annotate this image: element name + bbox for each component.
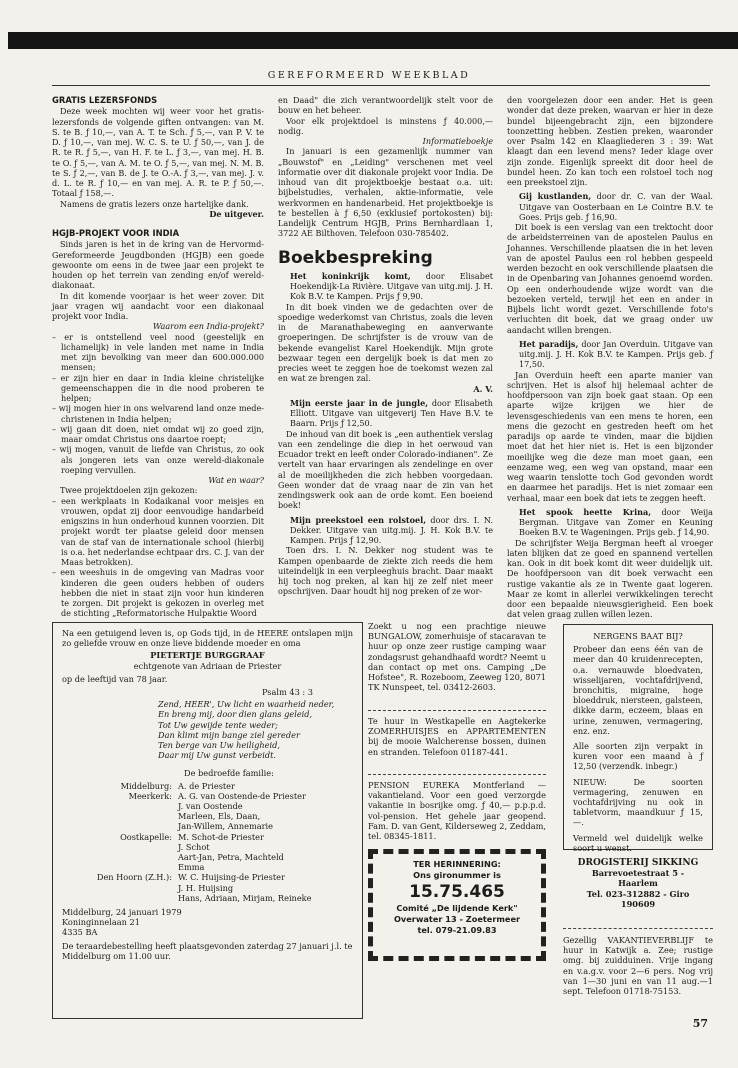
book-entry	[507, 191, 713, 222]
family-place: Den Hoorn (Z.H.):	[96, 872, 172, 883]
family-names: J. van Oostende	[178, 801, 243, 812]
top-black-bar	[8, 32, 738, 49]
spouse-line: echtgenote van Adriaan de Priester	[133, 660, 282, 671]
paragraph: Voor elk projektdoel is minstens ƒ 40.000,— nodig.	[278, 115, 493, 136]
book-entry	[507, 339, 713, 370]
list-item: – een weeshuis in de omgeving van Madras voor kinderen die geen ouders hebben of ouders hebben die niet in staat zijn voor hun kinderen te zorgen. Dit projekt is gekozen in overleg met de stichting „Reformatorische Hulpaktie Woord	[52, 567, 264, 619]
shop-phone: Tel. 023-312882 - Giro 190609	[586, 888, 690, 909]
heading-lezersfonds: GRATIS LEZERSFONDS	[52, 95, 158, 105]
paragraph: Twee projektdoelen zijn gekozen:	[60, 485, 198, 496]
sikking-ad	[563, 624, 713, 909]
family-names: Aart-Jan, Petra, Machteld	[178, 852, 284, 863]
list-item: – een werkplaats in Kodaikanal voor meisjes en vrouwen, opdat zij door eenvoudige handarbeid enigszins in hun onderhoud kunnen voorzien. Dit projekt wordt ter plaatse geleid door mensen van de staf van de internationale school (hierbij is o.a. het nederlandse echtpaar drs. C. J. van der Maas betrokken).	[52, 495, 264, 567]
reminder-phone: tel. 079-21.09.83	[417, 925, 497, 935]
address-line: Middelburg, 24 januari 1979	[62, 907, 182, 918]
book-info: door dr. C. van der Waal. Uitgave van Oosterbaan en Le Cointre B.V. te Goes. Prijs geb. ƒ 16,90.	[519, 191, 713, 222]
divider	[368, 710, 546, 711]
list-item: – er is ontstellend veel nood (geestelijk en lichamelijk) in vele landen met name in India met zijn bevolking van meer dan 600.000.000 mensen;	[52, 331, 264, 373]
subheading: Wat en waar?	[208, 475, 264, 485]
family-list	[62, 781, 353, 903]
book-entry	[278, 271, 493, 302]
subheading: Waarom een India-projekt?	[152, 321, 264, 332]
reminder-title: TER HERINNERING:	[413, 859, 501, 869]
book-entry	[278, 515, 493, 546]
list-item: – er zijn hier en daar in India kleine christelijke gemeenschappen die in die nood proberen te helpen;	[52, 372, 264, 403]
family-names: J. H. Huijsing	[178, 882, 234, 893]
book-title: Het koninkrijk komt,	[290, 270, 411, 281]
ad-paragraph: Probeer dan eens één van de meer dan 40 kruidenrecepten, o.a. vernauwde bloedvaten, wisselijaren, vochtafdrijvend, bronchitis, migraine, hoge bloeddruk, niersteen, galsteen, dikke darm, eczeem, blaas en urine, zenuwen, vermagering, enz. enz.	[573, 644, 703, 736]
review-text: Dit boek is een verslag van een trektocht door de arbeidsterreinen van de apostelen Paulus en Johannes. Verschillende plaatsen die in het leven van de apostel Paulus een rol hebben gespeeld werden bezocht en ook verschillende plaatsen die in de Openbaring van Johannes genoemd worden. Op een onderhoudende wijze wordt van die bezoeken verteld, terwijl het een en ander in Bijbels licht wordt gezet. Verschillende foto's verluchten dit boek, dat we graag onder uw aandacht willen brengen.	[507, 222, 713, 335]
notice-intro: Na een getuigend leven is, op Gods tijd, in de HEERE ontslapen mijn zo geliefde vrouw en onze lieve biddende moeder en oma	[62, 628, 353, 649]
paragraph: en Daad" die zich verantwoordelijk stelt voor de bouw en het beheer.	[278, 95, 493, 116]
heading-hgjb: HGJB-PROJEKT VOOR INDIA	[52, 228, 180, 238]
verse-line: En breng mij, door dien glans geleid,	[158, 709, 313, 720]
book-info: door Weija Bergman. Uitgave van Zomer en Keuning Boeken B.V. te Wageningen. Prijs geb. ƒ 14,90.	[519, 506, 713, 538]
family-names: Hans, Adriaan, Mirjam, Reineke	[178, 892, 312, 903]
family-names: W. C. Huijsing-de Priester	[178, 872, 285, 883]
family-place: Middelburg:	[120, 780, 172, 791]
review-text: den voorgelezen door een ander. Het is geen wonder dat deze preken, waarvan er hier in deze bundel bijeengebracht zijn, een bijzondere toonzetting hebben. Zestien preken, waaronder over Psalm 142 en Klaagliederen 3 : 39: Wat klaagt dan een levend mens? Ieder klage over zijn zonde. Eigenlijk spreekt dit door heel de bundel heen. Zo kan toch een rolstoel toch nog een preekstoel zijn.	[507, 95, 713, 187]
family-names: J. Schot	[178, 841, 210, 852]
verse-line: Zend, HEER', Uw licht en waarheid neder,	[158, 699, 335, 710]
family-place	[62, 862, 178, 872]
book-title: Het spook heette Krina,	[519, 506, 652, 517]
family-place	[62, 852, 178, 862]
deceased-name: PIETERTJE BURGGRAAF	[150, 650, 265, 661]
column-1	[52, 95, 264, 619]
family-names: M. Schot-de Priester	[178, 831, 264, 842]
book-info: door Elisabet Hoekendijk-La Rivière. Uitgave van uitg.mij. J. H. Kok B.V. te Kampen. Prijs ƒ 9,90.	[290, 270, 493, 302]
list-item: – wij mogen, vanuit de liefde van Christus, zo ook als jongeren iets van onze wereld-diakonale roeping vervullen.	[52, 444, 264, 475]
ad-title: NERGENS BAAT BIJ?	[593, 631, 683, 641]
reminder-org: Comité „De lijdende Kerk"	[396, 903, 518, 913]
verse-line: Tot Uw gewijde tente weder;	[158, 719, 278, 730]
header-rule	[52, 85, 710, 86]
death-notice	[52, 622, 363, 1019]
ad-vakantieverblijf: Gezellig VAKANTIEVERBLIJF te huur in Katwijk a. Zee; rustige omg. bij zuidduinen. Vrije ingang en v.a.g.v. voor 2—6 pers. Nog vrij van 1—30 juni en van 11 aug.—1 sept. Telefoon 01718-75153.	[563, 935, 713, 997]
page-number: 57	[692, 1017, 708, 1030]
address-block	[62, 907, 353, 938]
reasons-list	[52, 332, 264, 476]
book-info: door drs. I. N. Dekker. Uitgave van uitg.mij. J. H. Kok B.V. te Kampen. Prijs ƒ 12,90.	[290, 514, 493, 545]
book-title: Het paradijs,	[519, 338, 579, 349]
psalm-verse	[158, 699, 353, 760]
running-header: GEREFORMEERD WEEKBLAD	[267, 70, 471, 81]
ad-bungalow: Zoekt u nog een prachtige nieuwe BUNGALOW, zomerhuisje of stacaravan te huur op onze zeer rustige camping waar zondagsrust gehandhaafd wordt? Neemt u dan contact op met ons. Camping „De Hofstee", R. Rozeboom, Zeeweg 120, 8071 TK Nunspeet, tel. 03412-2603.	[368, 621, 546, 693]
column-2	[278, 95, 493, 597]
psalm-reference: Psalm 43 : 3	[262, 687, 313, 698]
paragraph: In dit komende voorjaar is het weer zover. Dit jaar vragen wij aandacht voor een diakonaal projekt voor India.	[52, 290, 264, 321]
book-title: Mijn eerste jaar in de jungle,	[290, 397, 429, 408]
book-entry	[278, 398, 493, 429]
list-item: – wij gaan dit doen, niet omdat wij zo goed zijn, maar omdat Christus ons daartoe roept;	[52, 423, 264, 444]
divider	[368, 774, 546, 775]
subheading: Informatieboekje	[422, 136, 493, 146]
book-info: door Jan Overduin. Uitgave van uitg.mij. J. H. Kok B.V. te Kampen. Prijs geb. ƒ 17,50.	[519, 338, 713, 370]
review-text: De schrijfster Weija Bergman heeft al vroeger laten blijken dat ze goed en spannend vertellen kan. Ook in dit boek komt dit weer duidelijk uit. De hoofdpersoon van dit boek verwacht een rustige vakantie als ze in Twente gaat logeren. Maar ze komt in allerlei verwikkelingen terecht door een bepaalde nieuwsgierigheid. Een boek dat velen graag zullen willen lezen.	[507, 537, 713, 620]
review-signature: A. V.	[473, 383, 493, 394]
divider	[563, 928, 713, 929]
book-info: door Elisabeth Elliott. Uitgave van uitgeverij Ten Have B.V. te Baarn. Prijs ƒ 12,50.	[290, 397, 493, 429]
review-text: In dit boek vinden we de gedachten over de spoedige wederkomst van Christus, zoals die leven in de Maranathabeweging en aanverwante groeperingen. De schrijfster is de vrouw van de bekende evangelist Karel Hoekendijk. Mijn grote bezwaar tegen een dergelijk boek is dat men zo precies weet te zeggen hoe de toekomst wezen zal en wat ze brengen zal.	[278, 301, 493, 384]
ad-paragraph: Vermeld wel duidelijk welke soort u wenst.	[573, 832, 703, 853]
giro-number: 15.75.465	[409, 882, 505, 902]
review-text: Toen drs. I. N. Dekker nog student was te Kampen openbaarde de ziekte zich reeds die hem uiteindelijk in een verpleeghuis bracht. Daar maakt hij toch nog preken, al kan hij ze zelf niet meer opschrijven. Daar houdt hij nog preken of ze wor-	[278, 545, 493, 597]
section-title: Boekbespreking	[278, 247, 433, 268]
column-3	[507, 95, 713, 620]
shop-address: Barrevoetestraat 5 - Haarlem	[591, 868, 685, 889]
family-place	[62, 801, 178, 811]
verse-line: Daar mij Uw gunst verbeidt.	[158, 750, 276, 761]
paragraph: Sinds jaren is het in de kring van de Hervormd-Gereformeerde Jeugdbonden (HGJB) een goede gewoonte om eens in de twee jaar een projekt te houden op het terrein van zending en/of wereld-diakonaat.	[52, 239, 264, 291]
review-text: Jan Overduin heeft een aparte manier van schrijven. Het is alsof hij helemaal achter de hoofdpersoon van zijn boek gaat staan. Op een aparte wijze krijgen we hier de levensgeschiedenis van een mens te horen, een mens die gezocht en gestreden heeft om het paradijs op aarde te vinden, maar die bijdien moet dat het hier niet is. Het is een bijzonder moeilijke weg die deze man moet gaan, een eenzame weg, een weg van opstand, maar een weg waarin tenslotte toch God gevonden wordt en daarmee het paradijs. Het is niet zomaar een verhaal, maar een boek dat iets te zeggen heeft.	[507, 369, 713, 503]
reminder-subtitle: Ons gironummer is	[413, 870, 501, 880]
goals-list	[52, 496, 264, 619]
review-text: De inhoud van dit boek is „een authentiek verslag van een zendelinge die diep in het oerwoud van Ecuador trekt en leeft onder Colorado-indianen". Ze vertelt van haar ervaringen als zendelinge en over al de moeilijkheden die zich hebben voorgedaan. Geen wonder dat de vraag naar de zin van het zendingswerk ook aan de orde komt. Een boeiend boek!	[278, 428, 493, 511]
age-line: op de leeftijd van 78 jaar.	[62, 673, 168, 684]
family-names: A. de Priester	[178, 780, 235, 791]
ad-westkapelle: Te huur in Westkapelle en Aagtekerke ZOMERHUISJES en APPARTEMENTEN bij de mooie Walcherense bossen, duinen en stranden. Telefoon 01187-441.	[368, 716, 546, 757]
book-title: Gij kustlanden,	[519, 191, 592, 202]
address-line: Koninginnelaan 21	[62, 917, 140, 928]
list-item: – wij mogen hier in ons welvarend land onze mede-christenen in India helpen;	[52, 403, 264, 424]
address-line: 4335 BA	[62, 927, 98, 938]
ad-paragraph: Alle soorten zijn verpakt in kuren voor een maand à ƒ 12,50 (verzendk. inbegr.)	[573, 741, 703, 772]
verse-line: Ten berge van Uw heiligheid,	[158, 740, 280, 751]
family-place	[62, 893, 178, 903]
paragraph: Deze week mochten wij weer voor het gratis-lezersfonds de volgende giften ontvangen: van M. S. te B. ƒ 10,—, van A. T. te Sch. ƒ 5,—, van P. V. te D. ƒ 10,—, van mej. W. C. S. te U. ƒ 50,—, van J. de R. te R. ƒ 5,—, van H. F. te L. ƒ 3,—, van mej. H. B. te O. ƒ 5,—, van A. M. te O. ƒ 5,—, van mej. N. M. B. te S. ƒ 2,—, van B. de J. te O.-A. ƒ 3,—, van mej. J. v. d. L. te R. ƒ 10,— en van mej. A. R. te P. ƒ 50,—. Totaal ƒ 158,—.	[52, 106, 264, 199]
ad-paragraph: NIEUW: De soorten vermagering, zenuwen en vochtafdrijving nu ook in tabletvorm, maandkuur ƒ 15,—.	[573, 776, 703, 828]
shop-name: DROGISTERIJ SIKKING	[577, 858, 699, 869]
signature: De uitgever.	[209, 208, 264, 219]
giro-reminder-box	[368, 849, 546, 961]
family-names: Marleen, Els, Daan,	[178, 811, 261, 822]
family-names: A. G. van Oostende-de Priester	[178, 790, 306, 801]
family-place	[62, 883, 178, 893]
burial-note: De teraardebestelling heeft plaatsgevonden zaterdag 27 januari j.l. te Middelburg om 11.00 uur.	[62, 940, 353, 961]
family-place	[62, 821, 178, 831]
family-place	[62, 842, 178, 852]
family-names: Jan-Willem, Annemarie	[178, 821, 274, 832]
family-names: Emma	[178, 862, 205, 873]
paragraph: Namens de gratis lezers onze hartelijke dank.	[60, 198, 249, 209]
family-place: Meerkerk:	[128, 790, 172, 801]
family-place: Oostkapelle:	[120, 831, 172, 842]
family-title: De bedroefde familie:	[184, 768, 274, 779]
book-title: Mijn preekstoel een rolstoel,	[290, 514, 427, 525]
paragraph: In januari is een gezamenlijk nummer van „Bouwstof" en „Leiding" verschenen met veel informatie over dit diakonale projekt voor India. De inhoud van dit projektboekje bestaat o.a. uit: bijbelstudies, verhalen, aktie-informatie, vele werkvormen en handenarbeid. Het projektboekje is te bestellen à ƒ 6,50 (exklusief portokosten) bij: Landelijk Centrum HGJB, Prins Bernhardlaan 1, 3722 AE Bilthoven. Telefoon 030-785402.	[278, 146, 493, 239]
family-place	[62, 811, 178, 821]
book-entry	[507, 507, 713, 538]
ad-pension-eureka: PENSION EUREKA Montferland — vakantieland. Voor een goed verzorgde vakantie in bosrijke omg. ƒ 40,— p.p.p.d. vol-pension. Het gehele jaar geopend. Fam. D. van Gent, Kilderseweg 2, Zeddam, tel. 08345-1811.	[368, 780, 546, 842]
reminder-address: Overwater 13 - Zoetermeer	[393, 914, 521, 924]
verse-line: Dan klimt mijn bange ziel gereder	[158, 729, 300, 740]
